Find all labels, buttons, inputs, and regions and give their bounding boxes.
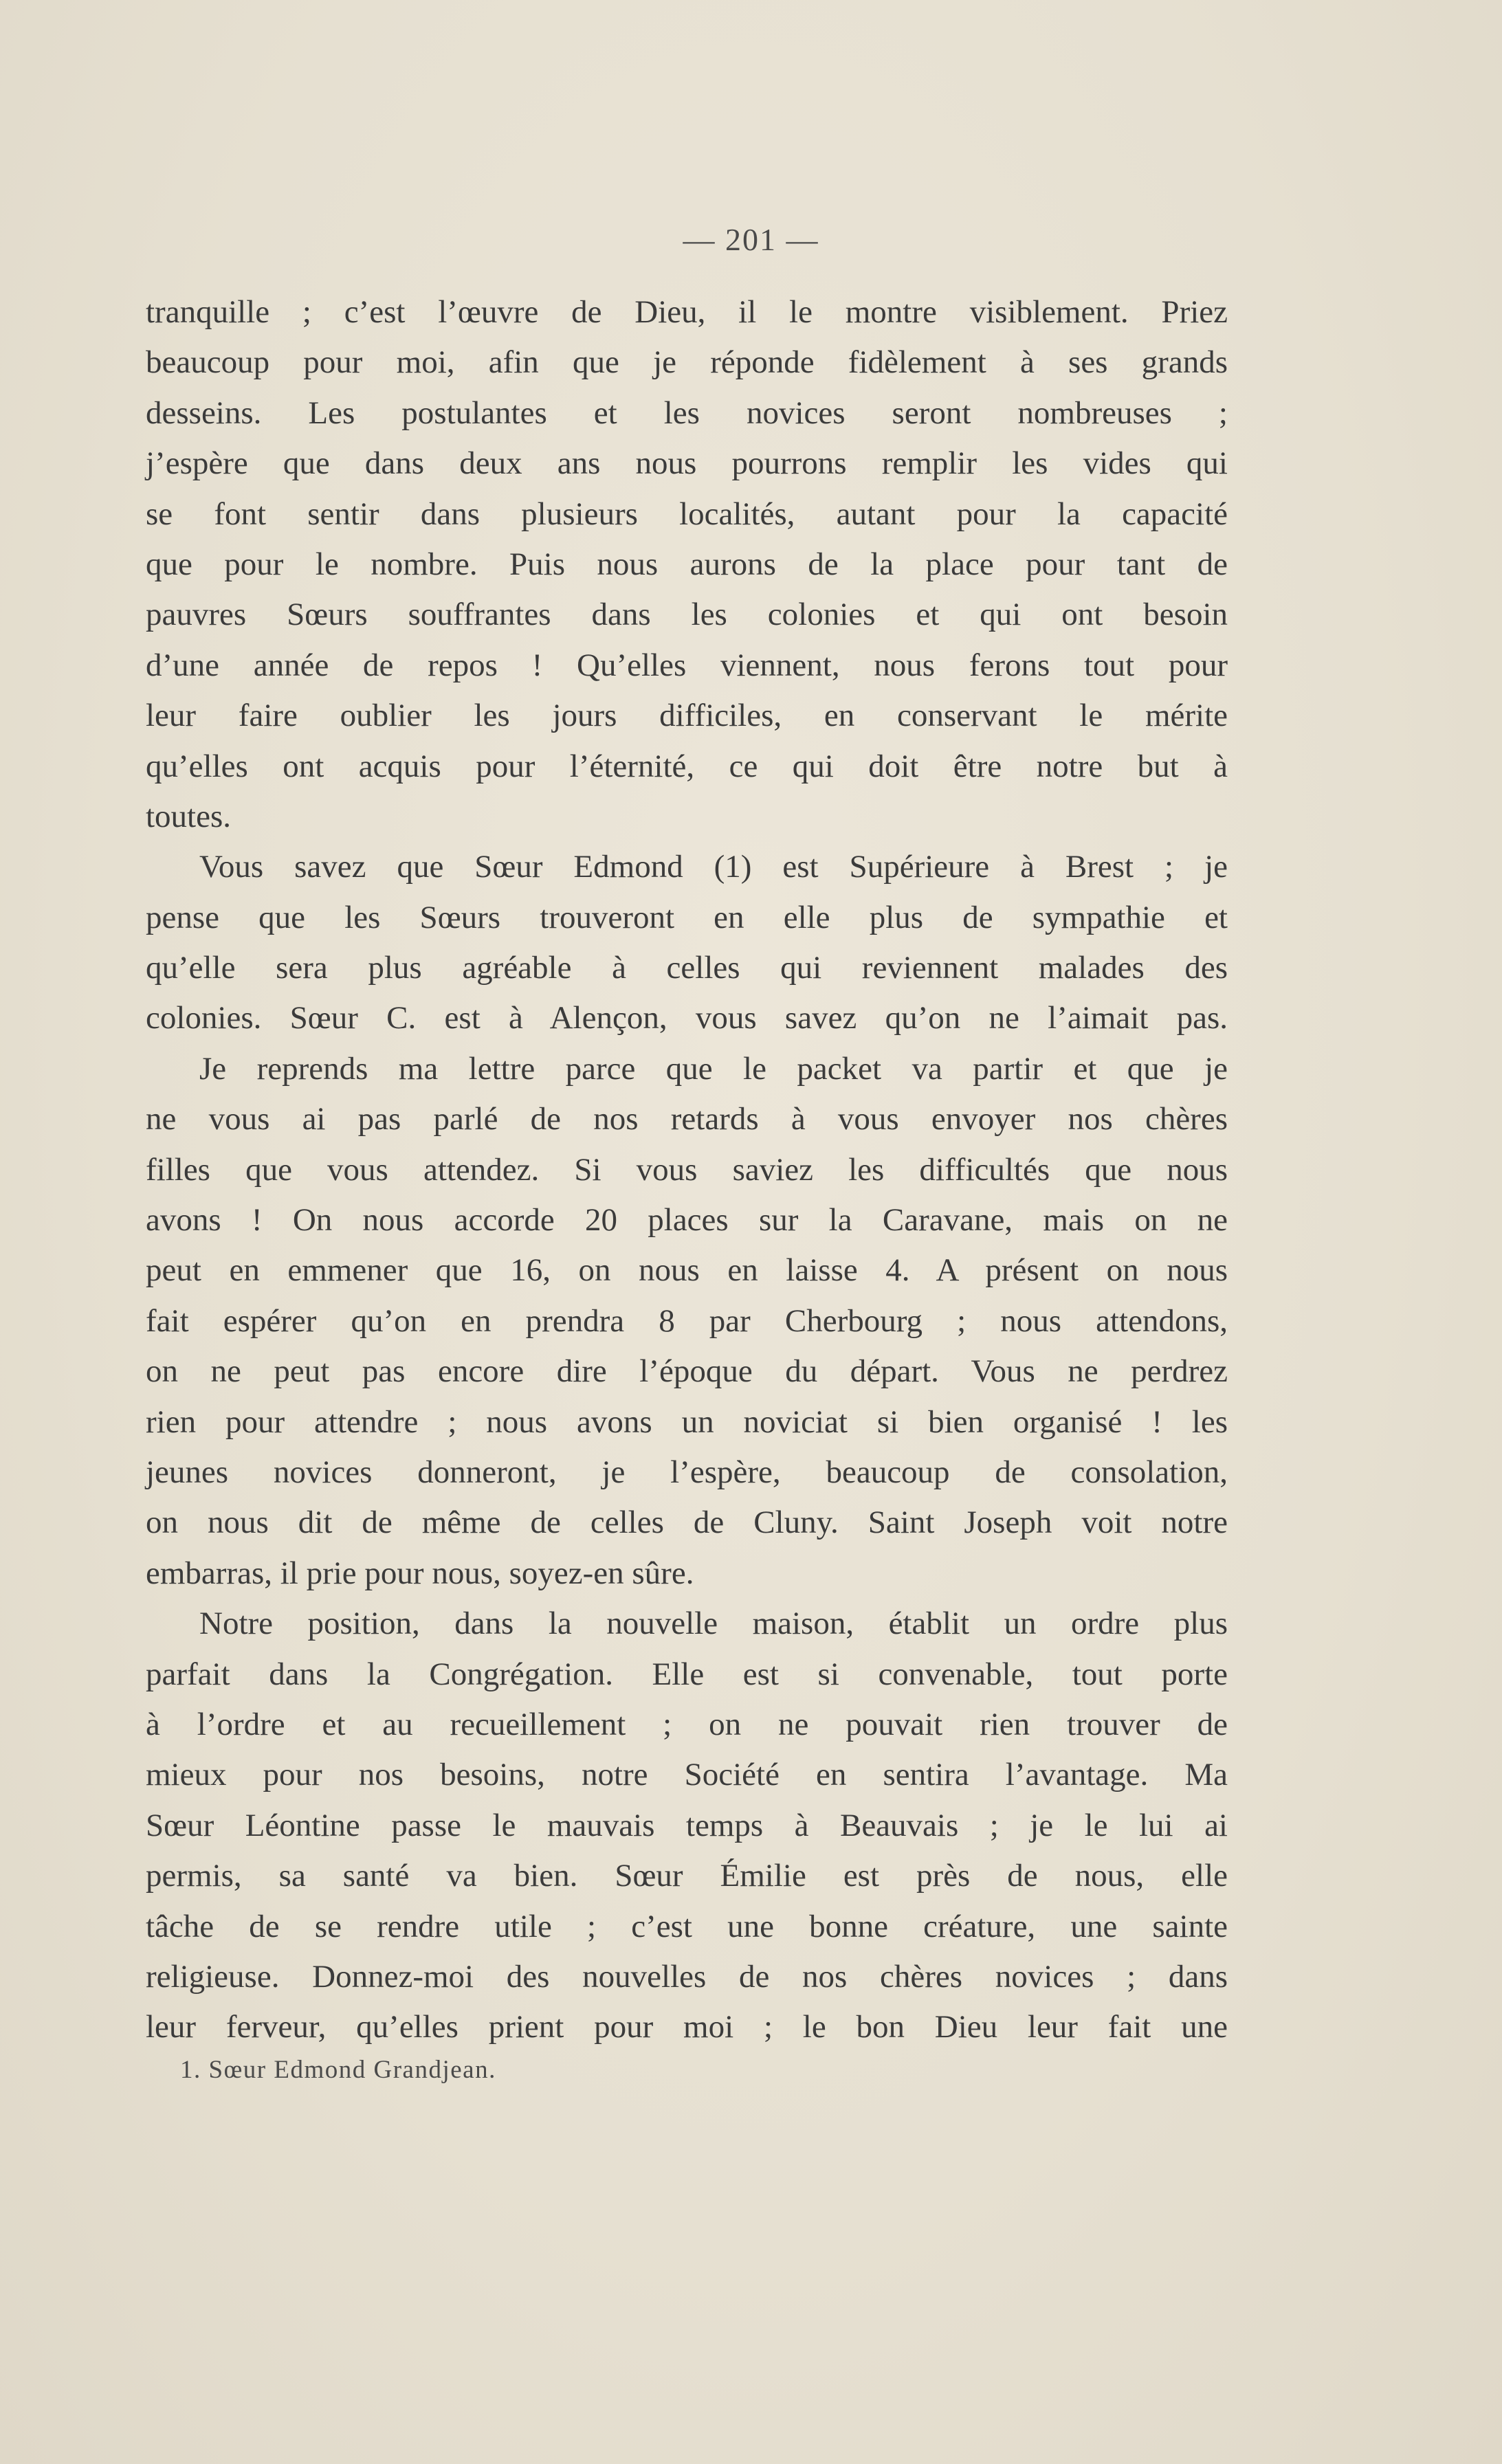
text-line: desseins. Les postulantes et les novices seront nombreuses ; <box>146 395 1228 431</box>
text-line: avons ! On nous accorde 20 places sur la Caravane, mais on ne <box>146 1202 1228 1239</box>
text-line: fait espérer qu’on en prendra 8 par Cherbourg ; nous attendons, <box>146 1302 1228 1339</box>
text-line: Vous savez que Sœur Edmond (1) est Supérieure à Brest ; je <box>199 849 1228 885</box>
text-line: beaucoup pour moi, afin que je réponde fidèlement à ses grands <box>146 344 1228 381</box>
text-line: toutes. <box>146 798 232 834</box>
text-line: rien pour attendre ; nous avons un noviciat si bien organisé ! les <box>146 1403 1228 1440</box>
text-line: leur faire oublier les jours difficiles, en conservant le mérite <box>146 698 1228 734</box>
text-line: d’une année de repos ! Qu’elles viennent, nous ferons tout pour <box>146 647 1228 683</box>
text-line: à l’ordre et au recueillement ; on ne pouvait rien trouver de <box>146 1706 1228 1742</box>
text-line: Notre position, dans la nouvelle maison, établit un ordre plus <box>199 1606 1228 1642</box>
text-line: j’espère que dans deux ans nous pourrons remplir les vides qui <box>146 445 1228 482</box>
text-line: ne vous ai pas parlé de nos retards à vous envoyer nos chères <box>146 1101 1228 1137</box>
body-text <box>146 287 1228 2053</box>
text-line: tâche de se rendre utile ; c’est une bonne créature, une sainte <box>146 1908 1228 1944</box>
text-line: pense que les Sœurs trouveront en elle plus de sympathie et <box>146 899 1228 935</box>
text-line: qu’elle sera plus agréable à celles qui reviennent malades des <box>146 950 1228 986</box>
text-line: que pour le nombre. Puis nous aurons de la place pour tant de <box>146 546 1228 582</box>
text-line: tranquille ; c’est l’œuvre de Dieu, il le montre visiblement. Priez <box>146 294 1228 330</box>
footnote: 1. Sœur Edmond Grandjean. <box>180 2056 496 2084</box>
text-line: parfait dans la Congrégation. Elle est si convenable, tout porte <box>146 1656 1228 1692</box>
text-line: peut en emmener que 16, on nous en laisse 4. A présent on nous <box>146 1252 1228 1289</box>
text-line: on nous dit de même de celles de Cluny. Saint Joseph voit notre <box>146 1505 1228 1541</box>
text-line: qu’elles ont acquis pour l’éternité, ce qui doit être notre but à <box>146 748 1228 784</box>
text-line: permis, sa santé va bien. Sœur Émilie est près de nous, elle <box>146 1858 1228 1894</box>
text-line: religieuse. Donnez-moi des nouvelles de nos chères novices ; dans <box>146 1958 1228 1995</box>
text-line: mieux pour nos besoins, notre Société en sentira l’avantage. Ma <box>146 1757 1228 1793</box>
text-line: leur ferveur, qu’elles prient pour moi ; le bon Dieu leur fait une <box>146 2009 1228 2045</box>
text-line: on ne peut pas encore dire l’époque du départ. Vous ne perdrez <box>146 1353 1228 1390</box>
text-line: Sœur Léontine passe le mauvais temps à Beauvais ; je le lui ai <box>146 1807 1228 1843</box>
text-line: embarras, il prie pour nous, soyez-en sûre. <box>146 1555 694 1591</box>
text-line: pauvres Sœurs souffrantes dans les colonies et qui ont besoin <box>146 597 1228 633</box>
text-line: jeunes novices donneront, je l’espère, beaucoup de consolation, <box>146 1454 1228 1490</box>
text-line: filles que vous attendez. Si vous saviez les difficultés que nous <box>146 1151 1228 1188</box>
page-number: — 201 — <box>683 222 819 257</box>
text-line: colonies. Sœur C. est à Alençon, vous savez qu’on ne l’aimait pas. <box>146 1000 1228 1036</box>
text-line: Je reprends ma lettre parce que le packet va partir et que je <box>199 1050 1228 1087</box>
text-line: se font sentir dans plusieurs localités, autant pour la capacité <box>146 496 1228 532</box>
